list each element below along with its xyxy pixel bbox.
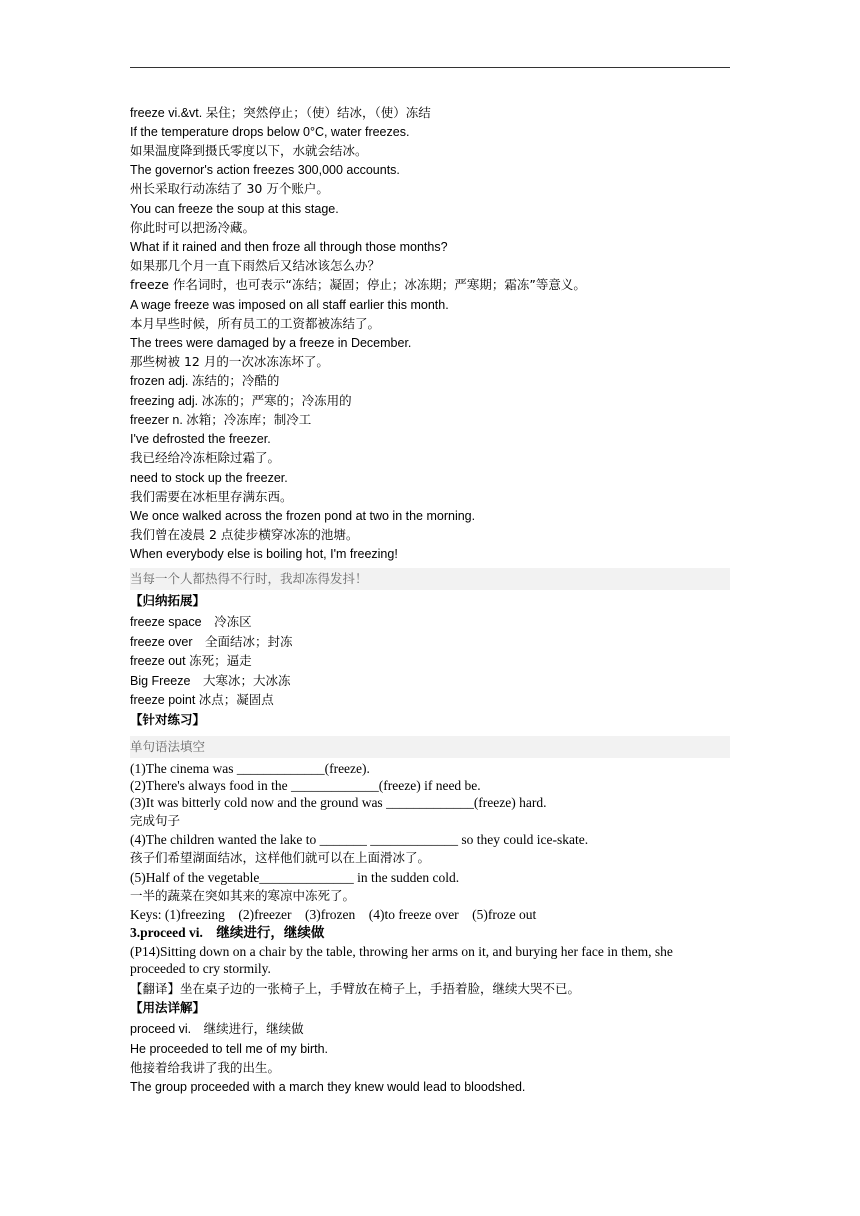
exercise-line: (3)It was bitterly cold now and the ground was _____________(freeze) hard. xyxy=(130,795,547,810)
text-line: 如果那几个月一直下雨然后又结冰该怎么办？ xyxy=(130,258,381,273)
exercise-line: (1)The cinema was _____________(freeze). xyxy=(130,761,370,776)
text-line: 我已经给冷冻柜除过霜了。 xyxy=(130,450,281,465)
text-line: need to stock up the freezer. xyxy=(130,471,288,485)
text-line: 你此时可以把汤冷藏。 xyxy=(130,220,256,235)
text-line: 【翻译】坐在桌子边的一张椅子上，手臂放在椅子上，手捂着脸，继续大哭不已。 xyxy=(130,981,581,996)
header-rule xyxy=(130,67,730,68)
text-line: 我们曾在凌晨 2 点徒步横穿冰冻的池塘。 xyxy=(130,527,359,542)
section-heading: 【针对练习】 xyxy=(130,712,206,727)
text-line: Big Freeze 大寒冰；大冰冻 xyxy=(130,674,291,688)
exercise-line: (4)The children wanted the lake to _______ _____________ so they could ice-skate. xyxy=(130,832,589,847)
text-line: When everybody else is boiling hot, I'm freezing! xyxy=(130,547,398,561)
section-heading: 【归纳拓展】 xyxy=(130,593,206,608)
text-line: We once walked across the frozen pond at two in the morning. xyxy=(130,509,476,523)
text-line: frozen adj. 冻结的；冷酷的 xyxy=(130,374,280,388)
section-heading: 3.proceed vi. 继续进行，继续做 xyxy=(130,925,325,940)
text-line: freezing adj. 冰冻的；严寒的；冷冻用的 xyxy=(130,394,352,408)
text-line: freeze out 冻死；逼走 xyxy=(130,654,252,668)
text-line: I've defrosted the freezer. xyxy=(130,432,271,446)
text-line: What if it rained and then froze all through those months? xyxy=(130,240,448,254)
text-line: You can freeze the soup at this stage. xyxy=(130,202,339,216)
text-line: freeze vi.&vt. 呆住；突然停止；（使）结冰，（使）冻结 xyxy=(130,106,431,120)
text-line: A wage freeze was imposed on all staff earlier this month. xyxy=(130,298,449,312)
text-line: freeze space 冷冻区 xyxy=(130,615,252,629)
text-line: If the temperature drops below 0°C, water freezes. xyxy=(130,125,410,139)
text-line: He proceeded to tell me of my birth. xyxy=(130,1042,329,1056)
text-line: freeze over 全面结冰；封冻 xyxy=(130,635,293,649)
text-line: 本月早些时候，所有员工的工资都被冻结了。 xyxy=(130,316,381,331)
text-line: The group proceeded with a march they knew would lead to bloodshed. xyxy=(130,1080,526,1094)
text-line: 州长采取行动冻结了 30 万个账户。 xyxy=(130,181,329,196)
text-line: 我们需要在冰柜里存满东西。 xyxy=(130,489,293,504)
text-line: freeze point 冰点；凝固点 xyxy=(130,693,274,707)
shaded-text-line: 单句语法填空 xyxy=(130,736,730,758)
text-line: freeze 作名词时，也可表示“冻结；凝固；停止；冰冻期；严寒期；霜冻”等意义。 xyxy=(130,277,586,292)
text-line: 如果温度降到摄氏零度以下，水就会结冰。 xyxy=(130,143,368,158)
text-line: proceed vi. 继续进行，继续做 xyxy=(130,1022,304,1036)
exercise-line: (5)Half of the vegetable______________ in the sudden cold. xyxy=(130,870,460,885)
text-line: 一半的蔬菜在突如其来的寒凉中冻死了。 xyxy=(130,888,356,903)
example-paragraph: (P14)Sitting down on a chair by the table, throwing her arms on it, and burying her face in them, she proceeded to cry stormily. xyxy=(130,944,673,976)
text-line: 孩子们希望湖面结冰，这样他们就可以在上面滑冰了。 xyxy=(130,850,431,865)
text-line: 他接着给我讲了我的出生。 xyxy=(130,1060,281,1075)
text-line: The trees were damaged by a freeze in December. xyxy=(130,336,412,350)
shaded-text-line: 当每一个人都热得不行时，我却冻得发抖！ xyxy=(130,568,730,590)
keys-line: Keys: (1)freezing (2)freezer (3)frozen (4)to freeze over (5)froze out xyxy=(130,907,537,922)
text-line: 完成句子 xyxy=(130,813,181,828)
exercise-line: (2)There's always food in the _____________(freeze) if need be. xyxy=(130,778,481,793)
text-line: freezer n. 冰箱；冷冻库；制冷工 xyxy=(130,413,312,427)
text-line: 那些树被 12 月的一次冰冻冻坏了。 xyxy=(130,354,329,369)
section-heading: 【用法详解】 xyxy=(130,1000,206,1015)
text-line: The governor's action freezes 300,000 accounts. xyxy=(130,163,400,177)
